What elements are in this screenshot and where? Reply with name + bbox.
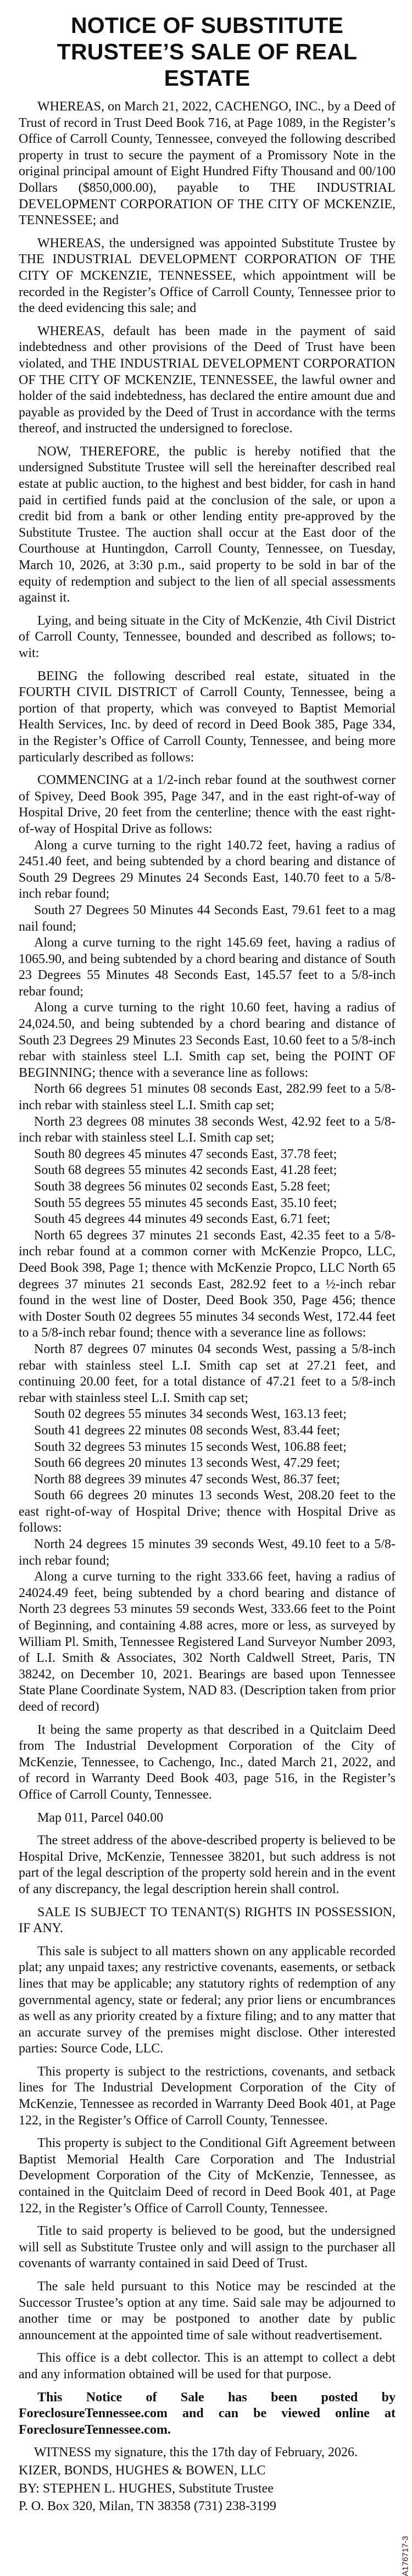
terms-paragraph-2: The street address of the above-described property is believed to be Hospital Drive, McKenzie, Tennessee 38201, but such address is not part of the legal description of the property sold herein and in the event of any discrepancy, the legal description herein shall control. [19,1833,396,1896]
boundary-call-4: North 66 degrees 51 minutes 08 seconds East, 282.99 feet to a 5/8-inch rebar with stainless steel L.I. Smith cap set; [19,1082,396,1113]
terms-paragraph-9: This office is a debt collector. This is an attempt to collect a debt and any information obtained will be used for that purpose. [19,2351,396,2382]
boundary-call-5: North 23 degrees 08 minutes 38 seconds West, 42.92 feet to a 5/8-inch rebar with stainless steel L.I. Smith cap set; [19,1114,396,1145]
boundary-call-11: North 65 degrees 37 minutes 21 seconds East, 42.35 feet to a 5/8-inch rebar found at a common corner with McKenzie Propco, LLC, Deed Book 398, Page 1; thence with McKenzie Propco, LLC North 65 degrees 37 minutes 21 seconds East, 282.92 feet to a ½-inch rebar found in the west line of Doster, Deed Book 350, Page 456; thence with Doster South 02 degrees 55 minutes 34 seconds West, 172.44 feet to a 5/8-inch rebar found; thence with a severance line as follows: [19,1228,396,1340]
recital-paragraph-0: WHEREAS, on March 21, 2022, CACHENGO, INC., by a Deed of Trust of record in Trust Deed Book 716, at Page 1089, in the Register’s Office of Carroll County, Tennessee, conveyed the following described property in trust to secure the payment of a Promissory Note in the original principal amount of Eight Hundred Fifty Thousand and 00/100 Dollars ($850,000.00), payable to THE INDUSTRIAL DEVELOPMENT CORPORATION OF THE CITY OF MCKENZIE, TENNESSEE; and [19,99,396,228]
recital-paragraph-4: Lying, and being situate in the City of McKenzie, 4th Civil District of Carroll County, Tennessee, bounded and described as follows; to-wit: [19,613,396,660]
notice-body [19,99,396,2515]
boundary-call-16: South 66 degrees 20 minutes 13 seconds West, 47.29 feet; [34,1456,340,1471]
recitals-section [19,99,396,838]
signature-block [19,2445,396,2514]
ad-code: A176717-3 [400,2536,410,2576]
recital-paragraph-1: WHEREAS, the undersigned was appointed Substitute Trustee by THE INDUSTRIAL DEVELOPMENT CORPORATION OF THE CITY OF MCKENZIE, TENNESSEE, which appointment will be recorded in the Register’s Office of Carroll County, Tennessee prior to the deed evidencing this sale; and [19,236,396,316]
boundary-call-18: South 66 degrees 20 minutes 13 seconds West, 208.20 feet to the east right-of-way of Hospital Drive; thence with Hospital Drive as follows: [19,1488,396,1535]
trustee-line: BY: STEPHEN L. HUGHES, Substitute Trustee [19,2481,274,2496]
firm-name: KIZER, BONDS, HUGHES & BOWEN, LLC [19,2463,266,2478]
boundary-call-19: North 24 degrees 15 minutes 39 seconds West, 49.10 feet to a 5/8-inch rebar found; [19,1537,396,1568]
boundary-call-9: South 55 degrees 55 minutes 45 seconds East, 35.10 feet; [34,1195,337,1210]
recital-paragraph-6: COMMENCING at a 1/2-inch rebar found at the southwest corner of Spivey, Deed Book 395, Page 347, and in the east right-of-way of Hospital Drive, 20 feet from the centerline; thence with the east right-of-way of Hospital Drive as follows: [19,773,396,836]
recital-paragraph-2: WHEREAS, default has been made in the payment of said indebtedness and other provisions of the Deed of Trust have been violated, and THE INDUSTRIAL DEVELOPMENT CORPORATION OF THE CITY OF MCKENZIE, TENNESSEE, the lawful owner and holder of the said indebtedness, has declared the entire amount due and payable as provided by the Deed of Trust in accordance with the terms thereof, and instructed the undersigned to foreclose. [19,324,396,436]
terms-paragraph-5: This property is subject to the restrictions, covenants, and setback lines for The Industrial Development Corporation of the City of McKenzie, Tennessee as recorded in Warranty Deed Book 401, at Page 122, in the Register’s Office of Carroll County, Tennessee. [19,2064,396,2128]
terms-paragraph-6: This property is subject to the Conditional Gift Agreement between Baptist Memorial Health Care Corporation and The Industrial Development Corporation of the City of McKenzie, Tennessee, as contained in the Quitclaim Deed of record in Deed Book 401, at Page 122, in the Register’s Office of Carroll County, Tennessee. [19,2136,396,2216]
boundary-call-13: South 02 degrees 55 minutes 34 seconds West, 163.13 feet; [34,1407,347,1422]
terms-paragraph-0: It being the same property as that described in a Quitclaim Deed from The Industrial Development Corporation of the City of McKenzie, Tennessee, to Cachengo, Inc., dated March 21, 2022, and of record in Warranty Deed Book 403, page 516, in the Register’s Office of Carroll County, Tennessee. [19,1722,396,1802]
boundary-call-7: South 68 degrees 55 minutes 42 seconds East, 41.28 feet; [34,1163,337,1178]
boundary-call-17: North 88 degrees 39 minutes 47 seconds West, 86.37 feet; [34,1472,340,1487]
terms-paragraph-3: SALE IS SUBJECT TO TENANT(S) RIGHTS IN POSSESSION, IF ANY. [19,1905,396,1936]
terms-paragraph-10: This Notice of Sale has been posted by ForeclosureTennessee.com and can be viewed online at ForeclosureTennessee.com. [19,2390,396,2437]
boundary-call-0: Along a curve turning to the right 140.72 feet, having a radius of 2451.40 feet, and being subtended by a chord bearing and distance of South 29 Degrees 29 Minutes 24 Seconds East, 140.70 feet to a 5/8-inch rebar found; [19,838,396,902]
boundary-call-10: South 45 degrees 44 minutes 49 seconds East, 6.71 feet; [34,1212,331,1227]
firm-address: P. O. Box 320, Milan, TN 38358 (731) 238-3199 [19,2499,276,2514]
boundary-call-20: Along a curve turning to the right 333.66 feet, having a radius of 24024.49 feet, being subtended by a chord bearing and distance of North 23 degrees 53 minutes 59 seconds West, 333.66 feet to the Point of Beginning, and containing 4.88 acres, more or less, as surveyed by William Pl. Smith, Tennessee Registered Land Surveyor Number 2093, of L.I. Smith & Associates, 302 North Caldwell Street, Paris, TN 38242, on December 10, 2021. Bearings are based upon Tennessee State Plane Coordinate System, NAD 83. (Description taken from prior deed of record) [19,1570,396,1714]
boundary-call-3: Along a curve turning to the right 10.60 feet, having a radius of 24,024.50, and being subtended by a chord bearing and distance of South 23 Degrees 29 Minutes 23 Seconds East, 10.60 feet to a 5/8-inch rebar with stainless steel L.I. Smith cap set, being the POINT OF BEGINNING; thence with a severance line as follows: [19,1000,396,1080]
boundary-call-12: North 87 degrees 07 minutes 04 seconds West, passing a 5/8-inch rebar with stainless steel L.I. Smith cap set at 27.21 feet, and continuing 20.00 feet, for a total distance of 47.21 feet to a 5/8-inch rebar with stainless steel L.I. Smith cap set; [19,1342,396,1405]
recital-paragraph-3: NOW, THEREFORE, the public is hereby notified that the undersigned Substitute Trustee will sell the hereinafter described real estate at public auction, to the highest and best bidder, for cash in hand paid in certified funds paid at the conclusion of the sale, or upon a credit bid from a bank or other lending entity pre-approved by the Substitute Trustee. The auction shall occur at the East door of the Courthouse at Huntingdon, Carroll County, Tennessee, on Tuesday, March 10, 2026, at 3:30 p.m., said property to be sold in bar of the equity of redemption and subject to the lien of all special assessments against it. [19,444,396,605]
boundary-call-8: South 38 degrees 56 minutes 02 seconds East, 5.28 feet; [34,1179,331,1194]
terms-paragraph-1: Map 011, Parcel 040.00 [37,1810,164,1825]
boundary-call-6: South 80 degrees 45 minutes 47 seconds East, 37.78 feet; [34,1147,337,1161]
boundary-calls-section [19,838,396,1716]
terms-paragraph-7: Title to said property is believed to be good, but the undersigned will sell as Substitute Trustee only and will assign to the purchaser all covenants of warranty contained in said Deed of Trust. [19,2224,396,2271]
recital-paragraph-5: BEING the following described real estate, situated in the FOURTH CIVIL DISTRICT of Carroll County, Tennessee, being a portion of that property, which was conveyed to Baptist Memorial Health Services, Inc. by deed of record in Deed Book 385, Page 334, in the Register’s Office of Carroll County, Tennessee, and being more particularly described as follows: [19,669,396,765]
boundary-call-1: South 27 Degrees 50 Minutes 44 Seconds East, 79.61 feet to a mag nail found; [19,903,396,934]
witness-line: WITNESS my signature, this the 17th day of February, 2026. [34,2445,358,2460]
terms-section [19,1722,396,2439]
notice-title: NOTICE OF SUBSTITUTE TRUSTEE’S SALE OF REAL ESTATE [57,13,358,91]
boundary-call-15: South 32 degrees 53 minutes 15 seconds West, 106.88 feet; [34,1439,347,1454]
terms-paragraph-8: The sale held pursuant to this Notice may be rescinded at the Successor Trustee’s option at any time. Said sale may be adjourned to another time or may be postponed to another date by public announcement at the appointed time of sale without readvertisement. [19,2279,396,2343]
terms-paragraph-4: This sale is subject to all matters shown on any applicable recorded plat; any unpaid taxes; any restrictive covenants, easements, or setback lines that may be applicable; any statutory rights of redemption of any governmental agency, state or federal; any prior liens or encumbrances as well as any priority created by a fixture filing; and to any matter that an accurate survey of the premises might disclose. Other interested parties: Source Code, LLC. [19,1944,396,2056]
boundary-call-14: South 41 degrees 22 minutes 08 seconds West, 83.44 feet; [34,1423,340,1438]
boundary-call-2: Along a curve turning to the right 145.69 feet, having a radius of 1065.90, and being subtended by a chord bearing and distance of South 23 Degrees 55 Minutes 48 Seconds East, 145.57 feet to a 5/8-inch rebar found; [19,936,396,999]
